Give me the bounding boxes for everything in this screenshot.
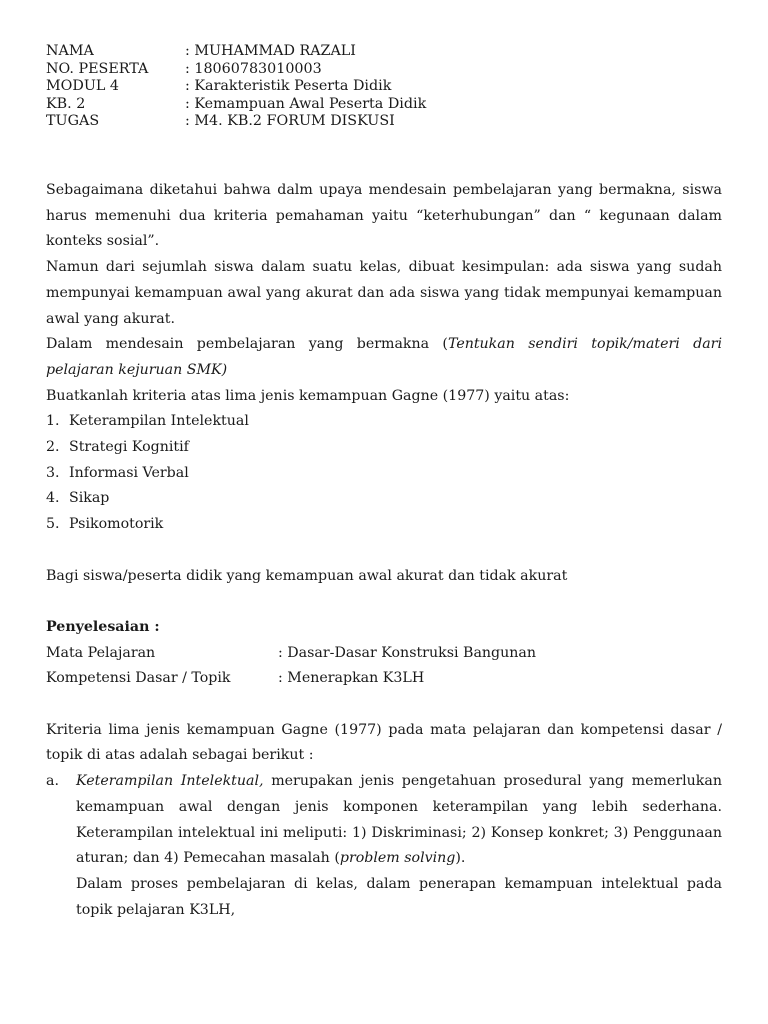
list-item [46, 461, 722, 487]
intro-paragraph-1: Sebagaimana diketahui bahwa dalm upaya mendesain pembelajaran yang bermakna, siswa harus memenuhi dua kriteria pemahaman yaitu “keterhubungan” dan “ kegunaan dalam konteks sosial”. [46, 182, 722, 250]
intro-paragraph-5: Bagi siswa/peserta didik yang kemampuan awal akurat dan tidak akurat [46, 567, 568, 584]
list-number: 5. [46, 516, 60, 533]
list-text: Sikap [69, 490, 110, 507]
list-number: 4. [46, 490, 60, 507]
header-row-module [46, 78, 426, 96]
header-value: : Karakteristik Peserta Didik [185, 78, 392, 94]
intro-paragraph-2: Namun dari sejumlah siswa dalam suatu kelas, dibuat kesimpulan: ada siswa yang sudah mempunyai kemampuan awal yang akurat dan ada siswa yang tidak mempunyai kemampuan awal yang akurat. [46, 259, 722, 327]
spacer [46, 692, 722, 718]
list-text: Psikomotorik [69, 516, 164, 533]
header-row-participant [46, 61, 426, 79]
intro-paragraph-4: Buatkanlah kriteria atas lima jenis kemampuan Gagne (1977) yaitu atas: [46, 387, 570, 404]
spacer [46, 589, 722, 615]
header-key: NAMA [46, 43, 94, 59]
list-item [46, 512, 722, 538]
criteria-a-term: Keterampilan Intelektual, [76, 773, 264, 790]
subject-row [46, 641, 722, 667]
spacer [46, 538, 722, 564]
header-row-task [46, 113, 426, 131]
criteria-content [76, 769, 722, 923]
header-key: NO. PESERTA [46, 60, 149, 77]
list-text: Informasi Verbal [69, 464, 189, 481]
header-value: : M4. KB.2 FORUM DISKUSI [185, 113, 395, 129]
list-item [46, 435, 722, 461]
list-number: 2. [46, 439, 60, 456]
list-item [46, 409, 722, 435]
header-value: : MUHAMMAD RAZALI [185, 43, 356, 59]
identity-header [46, 43, 426, 131]
solution-paragraph-1: Kriteria lima jenis kemampuan Gagne (1977) pada mata pelajaran dan kompetensi dasar / topik di atas adalah sebagai berikut : [46, 721, 722, 764]
criteria-label: a. [46, 773, 59, 790]
criteria-a-text: merupakan jenis pengetahuan prosedural yang memerlukan kemampuan awal dengan jenis komponen keterampilan yang lebih sederhana. Keterampilan intelektual ini meliputi: 1) Diskriminasi; 2) Konsep konkret; 3) Penggunaan aturan; dan 4) Pemecahan masalah ( [76, 773, 723, 867]
header-key: TUGAS [46, 113, 100, 129]
topic-row [46, 666, 722, 692]
criteria-item-a [46, 769, 722, 923]
document-body [46, 178, 722, 923]
criteria-a-paragraph-2: Dalam proses pembelajaran di kelas, dalam penerapan kemampuan intelektual pada topik pelajaran K3LH, [76, 875, 722, 918]
header-key: MODUL 4 [46, 78, 120, 94]
list-item [46, 486, 722, 512]
list-number: 1. [46, 413, 60, 430]
intro-p3-italic: Tentukan sendiri topik/materi dari pelajaran kejuruan SMK) [46, 336, 722, 378]
solution-heading: Penyelesaian : [46, 618, 160, 635]
header-value: : 18060783010003 [185, 60, 322, 77]
gagne-list [46, 409, 722, 538]
intro-p3-text: Dalam mendesain pembelajaran yang bermakna ( [46, 336, 448, 353]
intro-paragraph-3 [46, 332, 722, 383]
subject-key: Mata Pelajaran [46, 644, 156, 661]
header-row-name [46, 43, 426, 61]
topic-key: Kompetensi Dasar / Topik [46, 670, 231, 687]
criteria-a-paragraph-1 [76, 769, 722, 872]
criteria-a-end: ). [455, 850, 466, 867]
list-text: Keterampilan Intelektual [69, 413, 249, 430]
list-number: 3. [46, 464, 60, 481]
list-text: Strategi Kognitif [69, 439, 189, 456]
criteria-a-term-2: problem solving [339, 850, 456, 867]
topic-value: : Menerapkan K3LH [278, 670, 425, 687]
header-key: KB. 2 [46, 95, 86, 112]
subject-value: : Dasar-Dasar Konstruksi Bangunan [278, 644, 537, 661]
header-row-kb [46, 96, 426, 114]
header-value: : Kemampuan Awal Peserta Didik [185, 95, 427, 112]
